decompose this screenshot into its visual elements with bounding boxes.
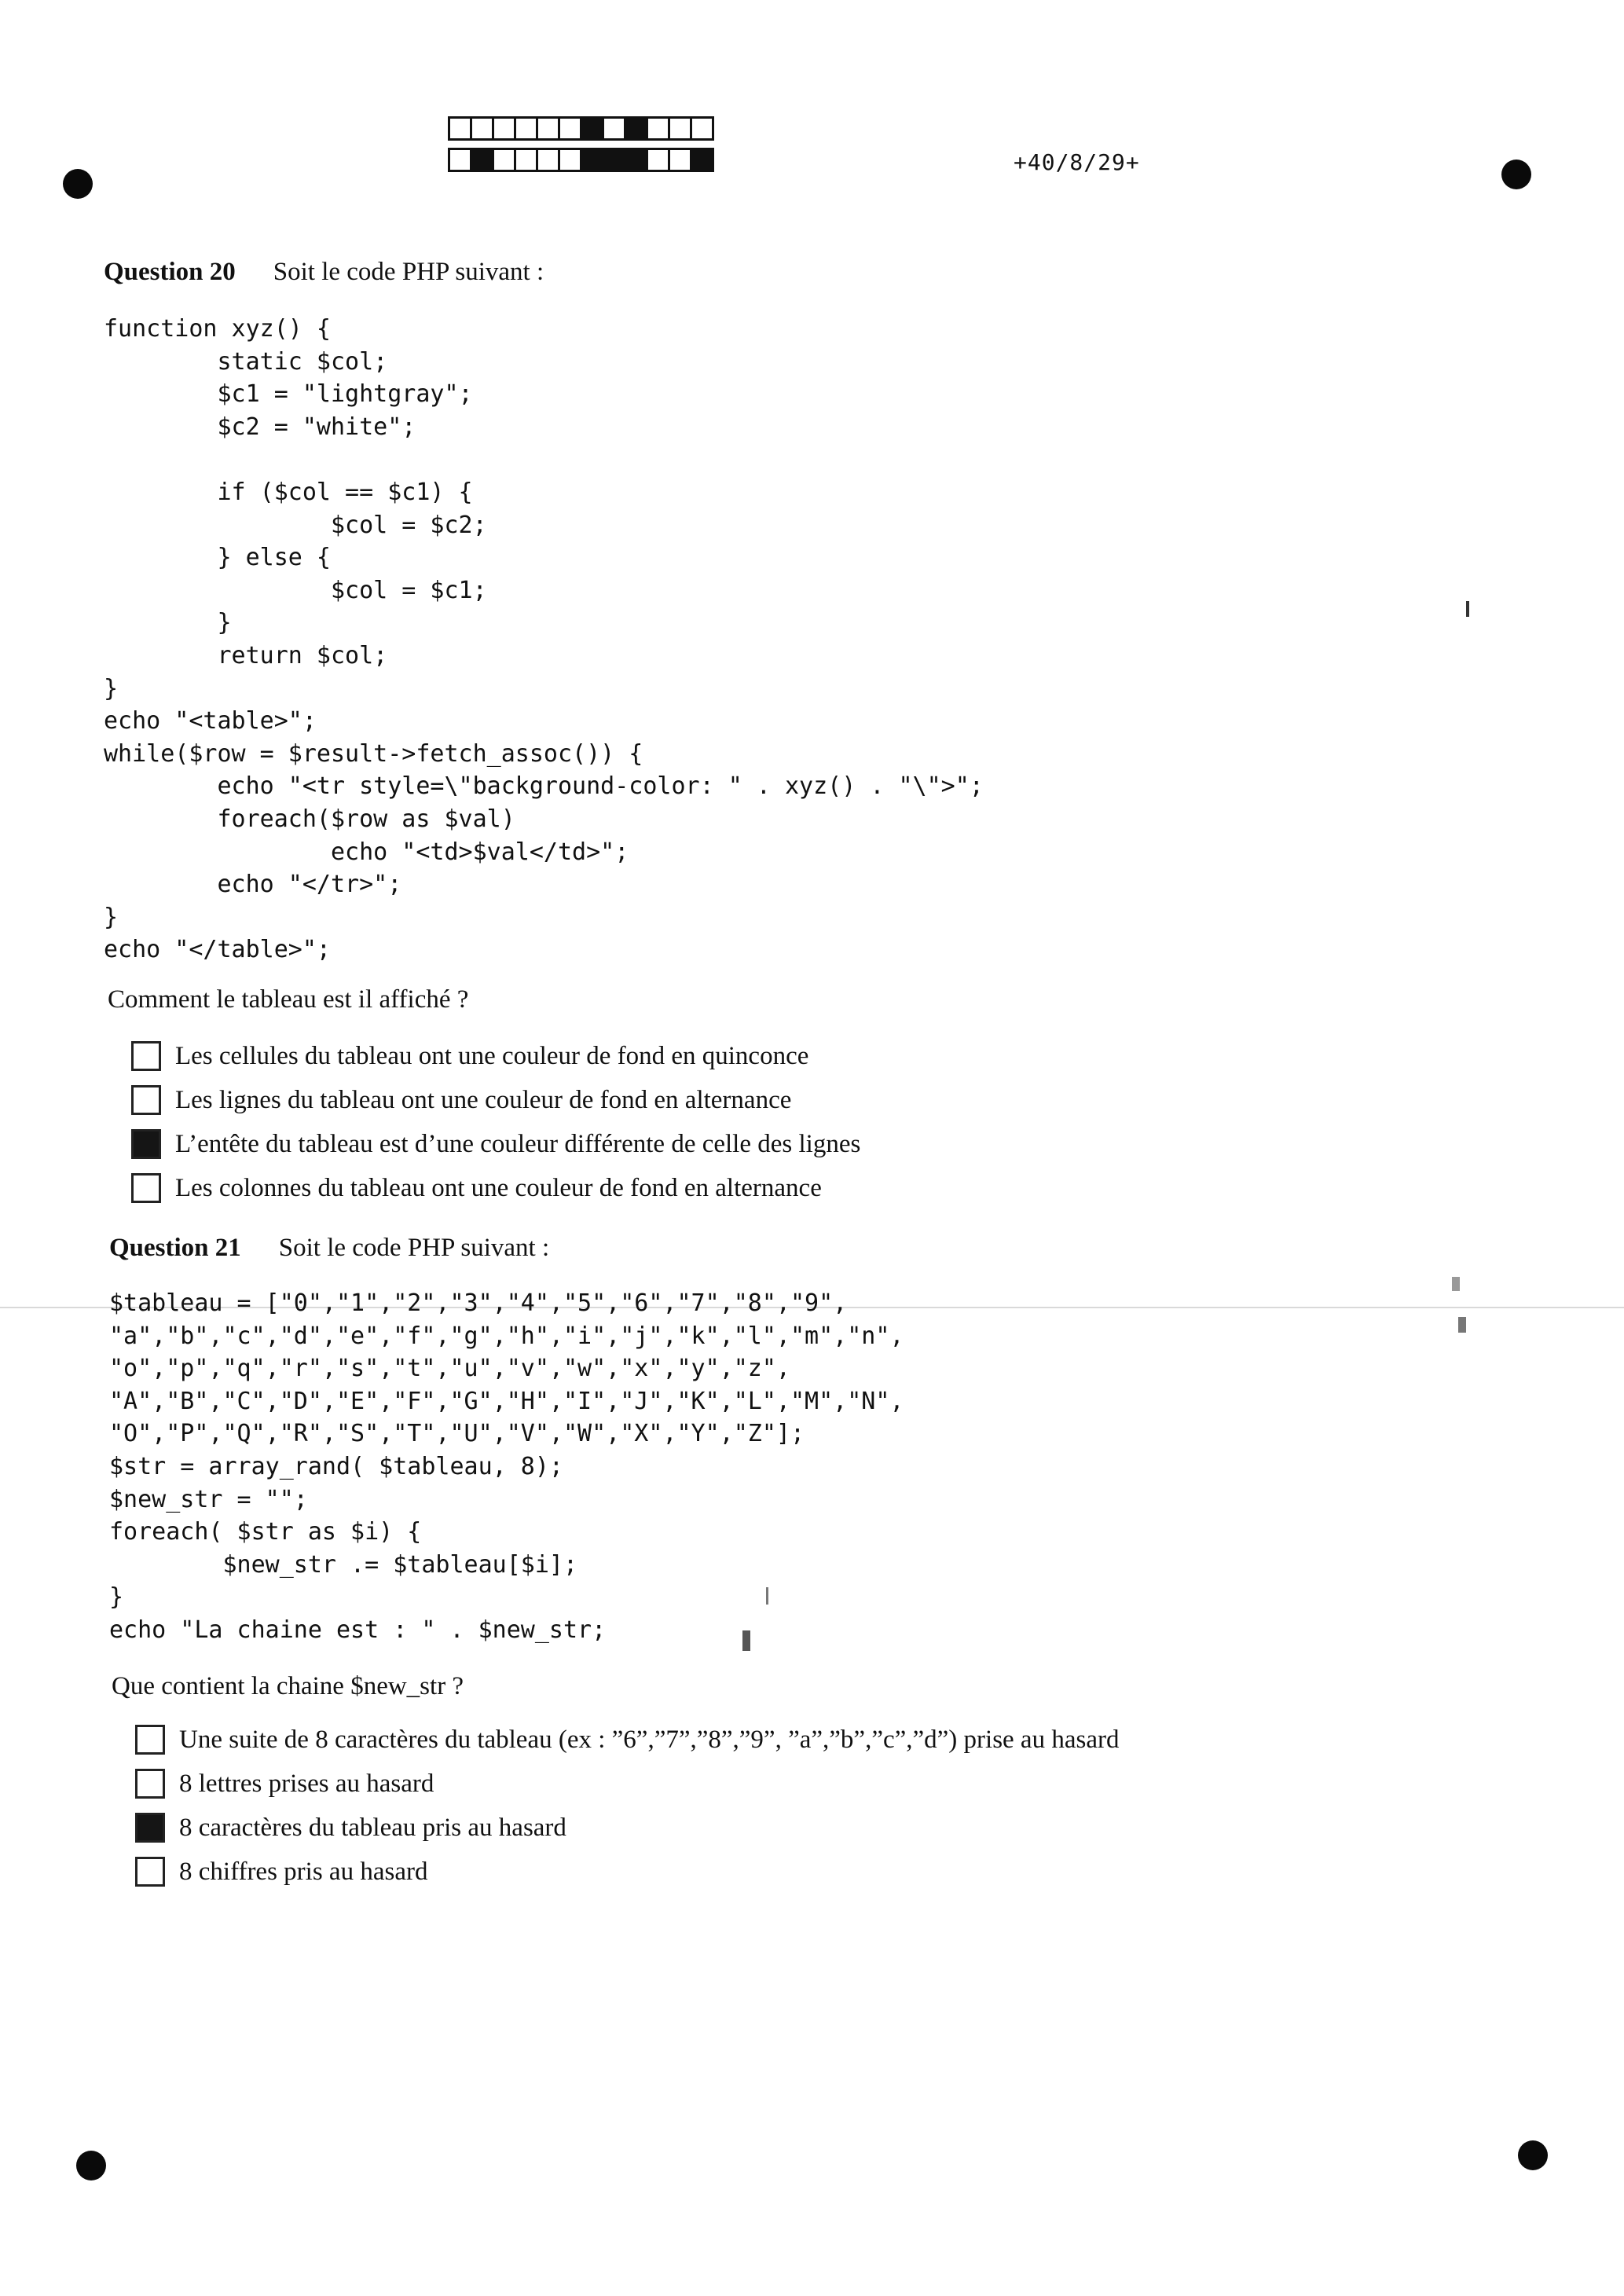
answer-option-label: Les lignes du tableau ont une couleur de fond en alternance	[175, 1085, 792, 1114]
answer-option-label: 8 chiffres pris au hasard	[179, 1857, 428, 1886]
barcode-cell	[624, 116, 648, 141]
answer-option[interactable]	[135, 1850, 1119, 1894]
registration-mark-bottom-right	[1518, 2140, 1548, 2170]
scan-speck	[1458, 1317, 1466, 1333]
checkbox[interactable]	[135, 1857, 165, 1887]
barcode-cell	[470, 148, 494, 172]
question-20-options	[131, 1034, 860, 1210]
barcode-row-bottom	[450, 148, 714, 172]
question-20-title	[104, 258, 544, 287]
barcode-cell	[448, 148, 472, 172]
question-20-intro: Soit le code PHP suivant :	[273, 258, 544, 286]
answer-option-label: Les colonnes du tableau ont une couleur de fond en alternance	[175, 1173, 822, 1202]
barcode-cell	[514, 116, 538, 141]
question-21-intro: Soit le code PHP suivant :	[278, 1234, 550, 1262]
question-21-options	[135, 1718, 1119, 1894]
checkbox[interactable]	[135, 1725, 165, 1755]
barcode-cell	[668, 116, 692, 141]
checked-checkbox[interactable]	[135, 1813, 165, 1843]
answer-option-label: Une suite de 8 caractères du tableau (ex : ”6”,”7”,”8”,”9”, ”a”,”b”,”c”,”d”) prise au hasard	[179, 1725, 1120, 1754]
answer-option[interactable]	[135, 1718, 1119, 1762]
barcode-cell	[646, 116, 670, 141]
checkbox[interactable]	[135, 1769, 165, 1799]
barcode-cell	[690, 116, 714, 141]
barcode-cell	[690, 148, 714, 172]
barcode-cell	[470, 116, 494, 141]
question-20-code: function xyz() { static $col; $c1 = "lightgray"; $c2 = "white"; if ($col == $c1) { $col = $c2; } else { $col = $c1; } return $col; } echo "<table>"; while($row = $result->fetch_assoc()) { echo "<tr style=\"background-color: " . xyz() . "\">"; foreach($row as $val) echo "<td>$val</td>"; echo "</tr>"; } echo "</table>";	[104, 315, 984, 964]
registration-mark-top-right	[1501, 160, 1531, 189]
barcode-cell	[492, 116, 516, 141]
answer-option[interactable]	[135, 1806, 1119, 1850]
question-21-prompt: Que contient la chaine $new_str ?	[112, 1672, 464, 1700]
barcode-cell	[448, 116, 472, 141]
answer-option[interactable]	[135, 1762, 1119, 1806]
barcode-cell	[558, 116, 582, 141]
question-21-label: Question 21	[109, 1234, 241, 1262]
checkbox[interactable]	[131, 1041, 161, 1071]
answer-option-label: 8 lettres prises au hasard	[179, 1769, 434, 1798]
barcode-cell	[580, 116, 604, 141]
barcode-cell	[646, 148, 670, 172]
checkbox[interactable]	[131, 1173, 161, 1203]
scan-speck	[766, 1587, 768, 1605]
answer-option[interactable]	[131, 1034, 860, 1078]
scan-speck	[1466, 601, 1469, 617]
answer-option-label: L’entête du tableau est d’une couleur différente de celle des lignes	[175, 1129, 861, 1158]
barcode-cell	[558, 148, 582, 172]
answer-option[interactable]	[131, 1122, 860, 1166]
checked-checkbox[interactable]	[131, 1129, 161, 1159]
question-21-code: $tableau = ["0","1","2","3","4","5","6","7","8","9", "a","b","c","d","e","f","g","h","i","j","k","l","m","n", "o","p","q","r","s","t","u","v","w","x","y","z", "A","B","C","D","E","F","G","H","I","J","K","L","M","N", "O","P","Q","R","S","T","U","V","W","X","Y","Z"]; $str = array_rand( $tableau, 8); $new_str = ""; foreach( $str as $i) { $new_str .= $tableau[$i]; } echo "La chaine est : " . $new_str;	[109, 1289, 904, 1644]
answer-option-label: 8 caractères du tableau pris au hasard	[179, 1813, 566, 1842]
barcode-cell	[536, 116, 560, 141]
barcode-cell	[602, 148, 626, 172]
barcode-cell	[536, 148, 560, 172]
barcode-cell	[668, 148, 692, 172]
question-20-label: Question 20	[104, 258, 236, 286]
question-20-prompt: Comment le tableau est il affiché ?	[108, 985, 469, 1014]
registration-mark-top-left	[63, 169, 93, 199]
scan-speck	[742, 1630, 750, 1651]
barcode-row-top	[450, 116, 714, 141]
barcode-cell	[624, 148, 648, 172]
checkbox[interactable]	[131, 1085, 161, 1115]
scan-speck	[1452, 1277, 1460, 1291]
barcode-cell	[492, 148, 516, 172]
answer-option[interactable]	[131, 1078, 860, 1122]
registration-mark-bottom-left	[76, 2151, 106, 2180]
barcode-cell	[580, 148, 604, 172]
barcode-cell	[514, 148, 538, 172]
answer-option-label: Les cellules du tableau ont une couleur de fond en quinconce	[175, 1041, 809, 1070]
question-21-title	[109, 1234, 549, 1263]
barcode-cell	[602, 116, 626, 141]
answer-option[interactable]	[131, 1166, 860, 1210]
page-code: +40/8/29+	[1014, 149, 1140, 175]
